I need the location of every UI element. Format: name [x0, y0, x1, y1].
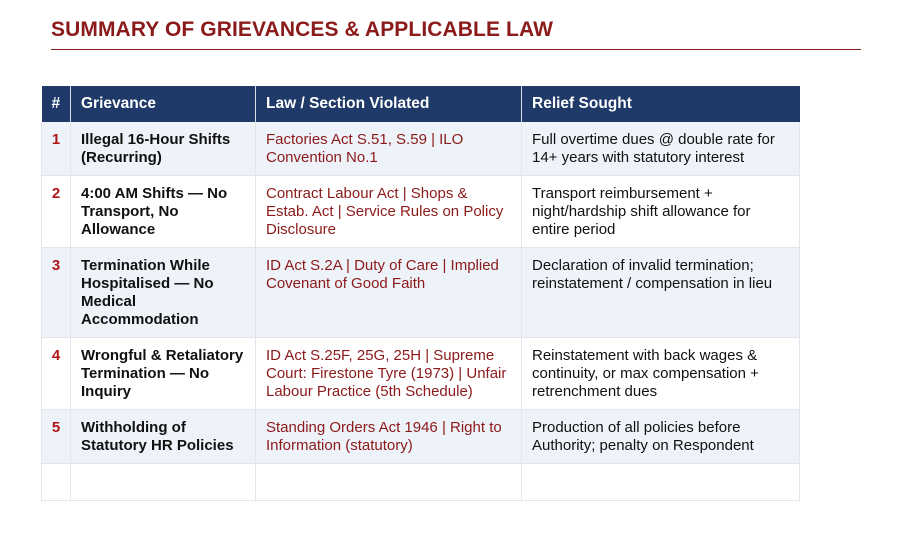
row-number: 4: [42, 338, 71, 410]
grievance-cell: 4:00 AM Shifts — No Transport, No Allowance: [71, 176, 256, 248]
table-header-row: [42, 86, 800, 122]
grievance-cell: Withholding of Statutory HR Policies: [71, 410, 256, 464]
empty-row: [42, 464, 800, 501]
row-number: 2: [42, 176, 71, 248]
relief-cell: Full overtime dues @ double rate for 14+ years with statutory interest: [522, 122, 800, 176]
grievance-cell: Wrongful & Retaliatory Termination — No Inquiry: [71, 338, 256, 410]
law-cell: ID Act S.25F, 25G, 25H | Supreme Court: Firestone Tyre (1973) | Unfair Labour Practice (5th Schedule): [256, 338, 522, 410]
law-cell: Contract Labour Act | Shops & Estab. Act | Service Rules on Policy Disclosure: [256, 176, 522, 248]
law-cell: ID Act S.2A | Duty of Care | Implied Covenant of Good Faith: [256, 248, 522, 338]
header-num: #: [42, 86, 71, 122]
grievance-cell: Illegal 16-Hour Shifts (Recurring): [71, 122, 256, 176]
table-row: [42, 248, 800, 338]
empty-cell: [256, 464, 522, 501]
header-law: Law / Section Violated: [256, 86, 522, 122]
grievance-table: [41, 86, 800, 501]
empty-cell: [42, 464, 71, 501]
grievance-cell: Termination While Hospitalised — No Medical Accommodation: [71, 248, 256, 338]
law-cell: Standing Orders Act 1946 | Right to Information (statutory): [256, 410, 522, 464]
relief-cell: Reinstatement with back wages & continuity, or max compensation + retrenchment dues: [522, 338, 800, 410]
row-number: 3: [42, 248, 71, 338]
law-cell: Factories Act S.51, S.59 | ILO Convention No.1: [256, 122, 522, 176]
table-row: [42, 410, 800, 464]
relief-cell: Transport reimbursement + night/hardship shift allowance for entire period: [522, 176, 800, 248]
title-divider: [51, 49, 861, 50]
header-relief: Relief Sought: [522, 86, 800, 122]
row-number: 5: [42, 410, 71, 464]
header-grievance: Grievance: [71, 86, 256, 122]
empty-cell: [71, 464, 256, 501]
table-row: [42, 176, 800, 248]
relief-cell: Declaration of invalid termination; reinstatement / compensation in lieu: [522, 248, 800, 338]
empty-cell: [522, 464, 800, 501]
relief-cell: Production of all policies before Authority; penalty on Respondent: [522, 410, 800, 464]
table-row: [42, 122, 800, 176]
row-number: 1: [42, 122, 71, 176]
table-row: [42, 338, 800, 410]
page-title: SUMMARY OF GRIEVANCES & APPLICABLE LAW: [51, 18, 553, 41]
